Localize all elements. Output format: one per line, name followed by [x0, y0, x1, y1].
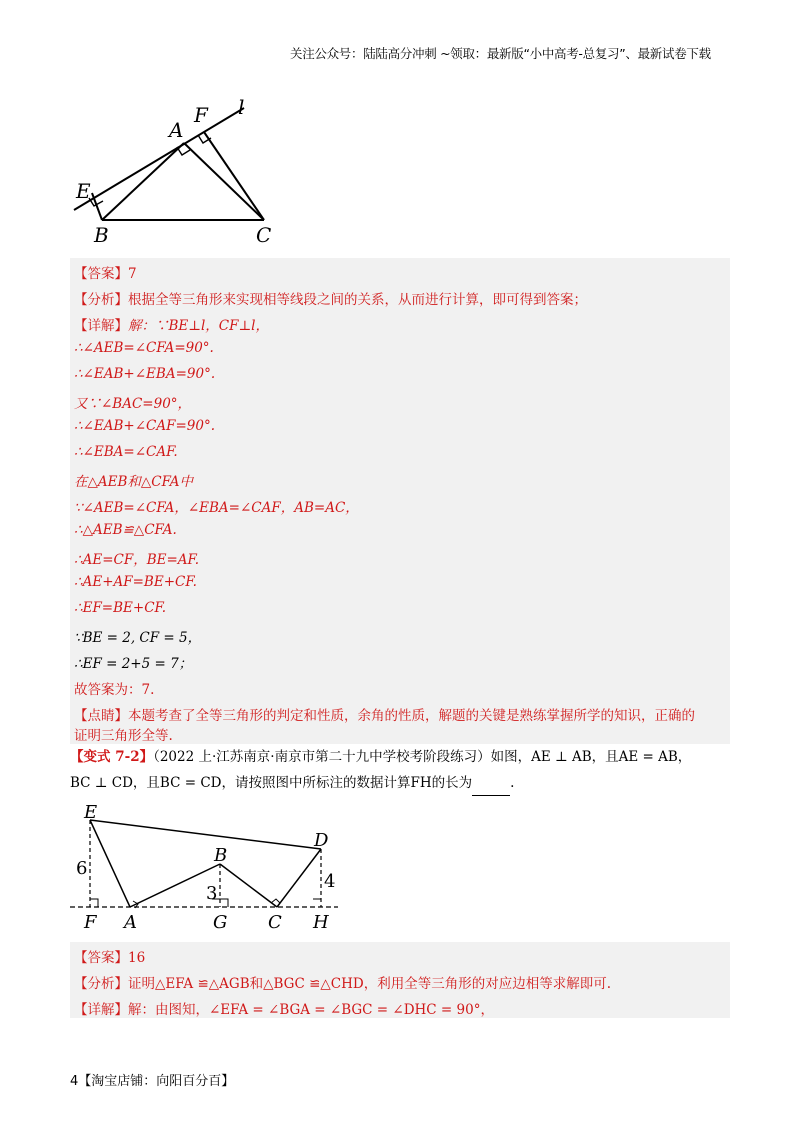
- answer-block-1: [70, 258, 730, 730]
- label-f2: F: [84, 912, 97, 933]
- label-c: C: [256, 223, 272, 247]
- step-line: ∴∠EBA=∠CAF.: [74, 444, 178, 460]
- step-line: ∵BE = 2, CF = 5，: [74, 630, 202, 646]
- answer-block-2: [70, 942, 730, 1018]
- label-e2: E: [84, 802, 98, 823]
- label-d2: D: [314, 830, 329, 851]
- label-g2: G: [213, 912, 228, 933]
- label-e: E: [76, 179, 91, 203]
- step-line: 又∵∠BAC=90°，: [74, 396, 192, 412]
- label-6: 6: [76, 858, 88, 879]
- figure-2-svg: [70, 800, 350, 935]
- conclusion-line: 故答案为：7.: [74, 682, 155, 698]
- label-b2: B: [214, 845, 228, 866]
- comment-continuation: [70, 730, 730, 744]
- page-header: 关注公众号：陆陆高分冲刺 ~领取：最新版“小中高考-总复习”、最新试卷下载: [290, 46, 711, 61]
- label-h2: H: [313, 912, 329, 933]
- label-3: 3: [206, 883, 218, 904]
- triangle-figure: [66, 92, 286, 252]
- figure-2: [70, 800, 350, 935]
- comment-line-2: 证明三角形全等.: [74, 728, 173, 744]
- answer-blank: [472, 781, 510, 796]
- question-line-1: 【变式 7-2】（2022 上·江苏南京·南京市第二十九中学校考阶段练习）如图，AE ⊥ AB，且AE = AB，: [70, 749, 692, 765]
- label-a2: A: [124, 912, 137, 933]
- step-line: 在△AEB和△CFA中: [74, 474, 194, 490]
- answer-line: 【答案】7: [74, 266, 137, 282]
- step-line: ∴∠EAB+∠EBA=90°.: [74, 366, 216, 382]
- answer-line-2: 【答案】16: [74, 950, 146, 966]
- step-line: ∴EF=BE+CF.: [74, 600, 167, 616]
- analysis-line: 【分析】根据全等三角形来实现相等线段之间的关系，从而进行计算，即可得到答案；: [74, 292, 587, 308]
- step-line: ∵∠AEB=∠CFA，∠EBA=∠CAF，AB=AC，: [74, 500, 359, 516]
- step-line: ∴EF = 2+5 = 7；: [74, 656, 193, 672]
- figure-1: [66, 92, 286, 252]
- label-b: B: [94, 223, 109, 247]
- step-line: ∴∠EAB+∠CAF=90°.: [74, 418, 216, 434]
- analysis-line-2: 【分析】证明△EFA ≌△AGB和△BGC ≌△CHD，利用全等三角形的对应边相等求解即可.: [74, 976, 611, 992]
- question-2: [70, 744, 730, 796]
- label-l: l: [238, 95, 245, 119]
- page-footer: 4【淘宝店铺：向阳百分百】: [70, 1074, 235, 1089]
- detail-line: 【详解】解：∵BE⊥l，CF⊥l，: [74, 318, 269, 334]
- label-4: 4: [324, 871, 336, 892]
- question-line-2: BC ⊥ CD，且BC = CD，请按照图中所标注的数据计算FH的长为 .: [70, 770, 730, 796]
- comment-line: 【点睛】本题考查了全等三角形的判定和性质，余角的性质，解题的关键是熟练掌握所学的知识，正确的: [74, 708, 695, 724]
- label-a: A: [169, 118, 184, 142]
- step-line: ∴△AEB≌△CFA.: [74, 522, 177, 538]
- step-line: ∴AE+AF=BE+CF.: [74, 574, 197, 590]
- label-c2: C: [268, 912, 282, 933]
- step-line: ∴∠AEB=∠CFA=90°.: [74, 340, 214, 356]
- label-f: F: [194, 103, 208, 127]
- detail-line-2: 【详解】解：由图知，∠EFA = ∠BGA = ∠BGC = ∠DHC = 90°，: [74, 1002, 494, 1018]
- step-line: ∴AE=CF，BE=AF.: [74, 552, 200, 568]
